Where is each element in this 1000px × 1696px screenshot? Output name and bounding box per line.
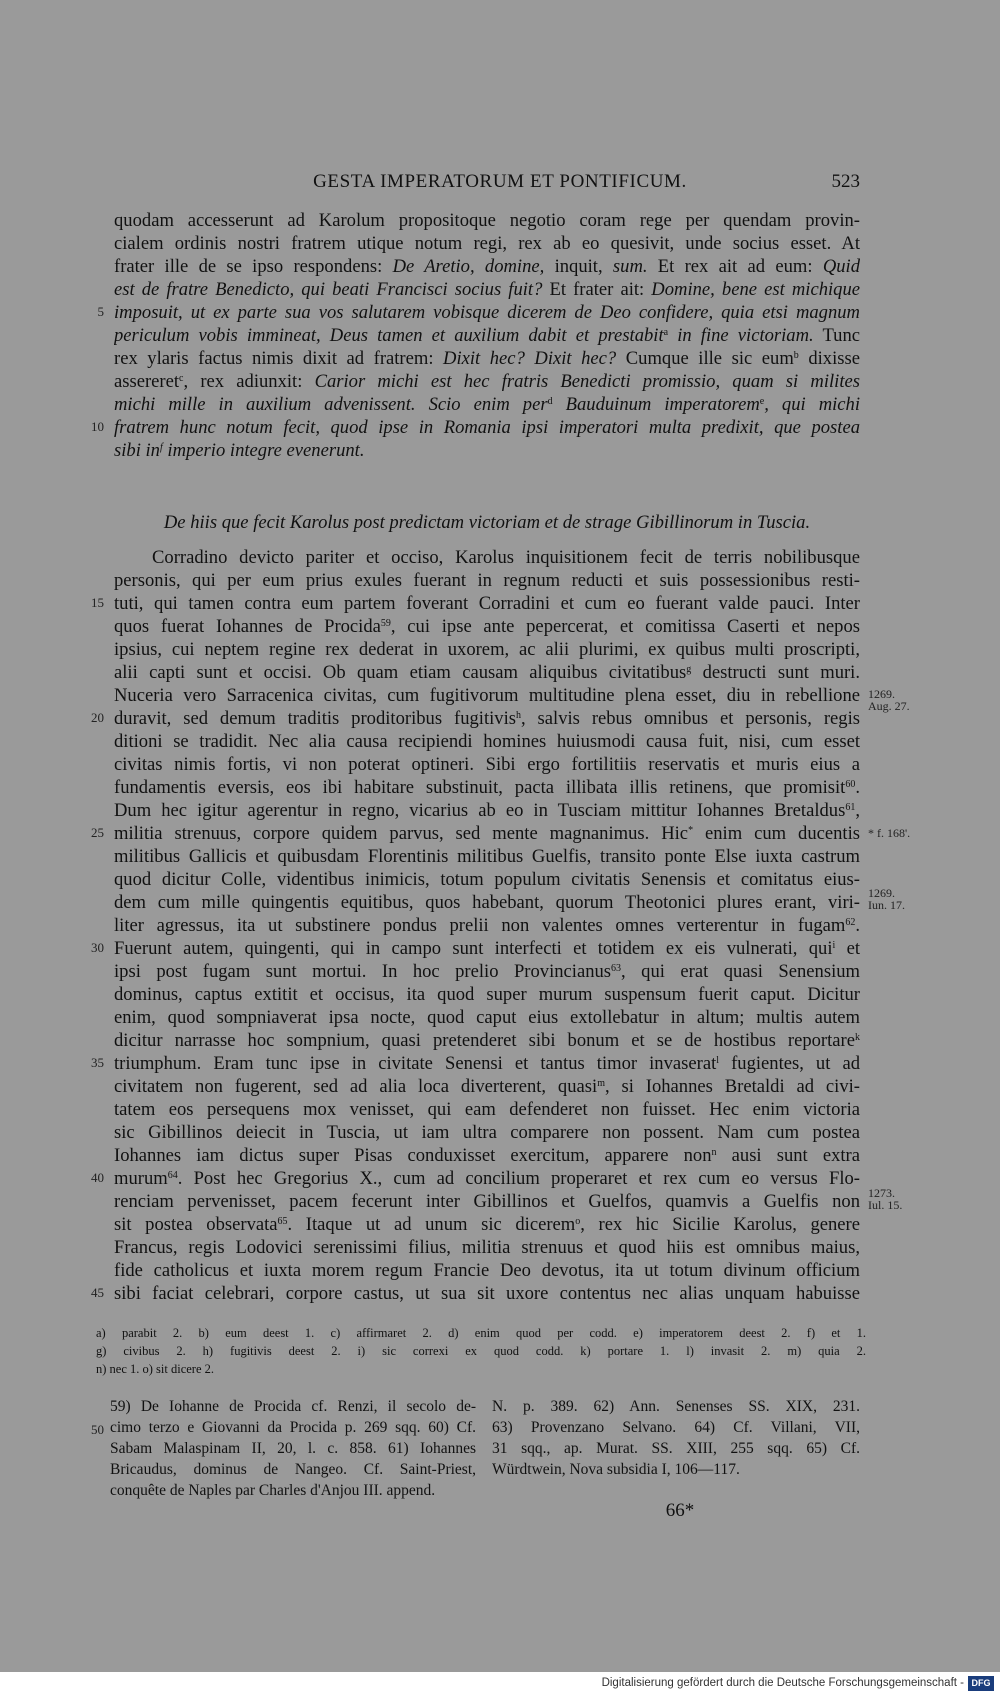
footnote-line: Sabam Malaspinam II, 20, l. c. 858. 61) Iohannes bbox=[110, 1440, 476, 1457]
text-line: dicitur narrasse hoc sompnium, quasi pretenderet sibi bonum et se de hostibus reportare$^k$ bbox=[114, 1030, 860, 1051]
text-line: tatem eos persequens mox venisset, qui eam defenderet non fuisset. Hec enim victoria bbox=[114, 1099, 860, 1120]
text-line: fratrem hunc notum fecit, quod ipse in Romania ipsi imperatori multa predixit, que postea bbox=[114, 417, 860, 438]
dfg-logo-icon: DFG bbox=[968, 1676, 994, 1691]
text-line: periculum vobis immineat, Deus tamen et auxilium dabit et prestabit$^a$ in fine victoriam. Tunc bbox=[114, 325, 860, 346]
text-line: civitatem non fugerent, sed ad alia loca diverterent, quasi$^m$, si Iohannes Bretaldi ad civi- bbox=[114, 1076, 860, 1097]
footer-bar bbox=[0, 1672, 1000, 1696]
text-line: liter agressus, ita ut substinere pondus prelii non valentes omnes verterentur in fugam$^{62}$. bbox=[114, 915, 860, 936]
text-line: sit postea observata$^{65}$. Itaque ut ad unum sic dicerem$^o$, rex hic Sicilie Karolus, genere bbox=[114, 1214, 860, 1235]
footnote-line: N. p. 389. 62) Ann. Senenses SS. XIX, 231. bbox=[492, 1398, 860, 1415]
text-line: Francus, regis Lodovici serenissimi filius, militia strenuus et quod hiis est omnibus maius, bbox=[114, 1237, 860, 1258]
line-number: 20 bbox=[91, 710, 104, 725]
text-line: frater ille de se ipso respondens: De Aretio, domine, inquit, sum. Et rex ait ad eum: Quid bbox=[114, 256, 860, 277]
signature-mark: 66* bbox=[665, 1500, 695, 1521]
footnote-line: 59) De Iohanne de Procida cf. Renzi, il secolo de- bbox=[110, 1398, 476, 1415]
page-number: 523 bbox=[831, 171, 860, 192]
text-line: cialem ordinis nostri fratrem utique notum regi, rex ab eo quesivit, unde socius esset. At bbox=[114, 233, 860, 254]
margin-note: 1269. Iun. 17. bbox=[868, 886, 905, 912]
text-line: ipsius, cui neptem regine rex dederat in uxorem, ac alii plurimi, ex quibus multi proscripti, bbox=[114, 639, 860, 660]
margin-note: 1269. Aug. 27. bbox=[868, 687, 910, 713]
footnote-line: 31 sqq., ap. Murat. SS. XIII, 255 sqq. 65) Cf. bbox=[492, 1440, 860, 1457]
line-number: 50 bbox=[91, 1422, 104, 1437]
line-number: 15 bbox=[91, 595, 104, 610]
margin-note: 1273. Iul. 15. bbox=[868, 1186, 903, 1212]
variant-note: g) civibus 2. h) fugitivis deest 2. i) sic correxi ex quod codd. k) portare 1. l) invasit 2. m) quia 2. bbox=[96, 1344, 866, 1358]
text-line: fundamentis eversis, eos ibi habitare substinuit, pacta illibata illis retinens, que promisit$^{60}$. bbox=[114, 777, 860, 798]
text-line: Nuceria vero Sarracenica civitas, cum fugitivorum multitudine plena esset, diu in rebellione bbox=[114, 685, 860, 706]
funding-credit: Digitalisierung gefördert durch die Deutsche Forschungsgemeinschaft - bbox=[601, 1677, 964, 1689]
text-line: sibi $in^f$ imperio integre evenerunt. bbox=[114, 440, 365, 461]
text-line: Fuerunt autem, quingenti, qui in campo sunt interfecti et totidem ex eis vulnerati, qui$^i$ et bbox=[114, 938, 860, 959]
running-title: GESTA IMPERATORUM ET PONTIFICUM. bbox=[313, 171, 687, 192]
text-line: rex ylaris factus nimis dixit ad fratrem: Dixit hec? Dixit hec? Cumque ille sic eum$^b$ dixisse bbox=[114, 348, 860, 369]
footnote-line: cimo terzo e Giovanni da Procida p. 269 sqq. 60) Cf. bbox=[110, 1419, 476, 1436]
text-line: est de fratre Benedicto, qui beati Francisci socius fuit? Et frater ait: Domine, bene est michique bbox=[114, 279, 860, 300]
text-line: Iohannes iam dictus super Pisas conduxisset exercitum, apparere non$^n$ ausi sunt extra bbox=[114, 1145, 860, 1166]
footnote-line: Bricaudus, dominus de Nangeo. Cf. Saint-Priest, bbox=[110, 1461, 476, 1478]
section-heading: De hiis que fecit Karolus post predictam victoriam et de strage Gibillinorum in Tuscia. bbox=[163, 512, 811, 533]
line-number: 25 bbox=[91, 825, 104, 840]
text-line: civitas nimis fortis, vi non poterat optineri. Sibi ergo fortilitiis reservatis et muris eius a bbox=[114, 754, 860, 775]
text-line: renciam pervenisset, pacem fecerunt inter Gibillinos et Guelfos, quamvis a Guelfis non bbox=[114, 1191, 860, 1212]
text-line: duravit, sed demum traditis proditoribus fugitivis$^h$, salvis rebus omnibus et personis, regis bbox=[114, 708, 860, 729]
text-line: enim, quod sompniaverat ipsa nocte, quod caput eius extollebatur in altum; multis autem bbox=[114, 1007, 860, 1028]
footnote-line: conquête de Naples par Charles d'Anjou III. append. bbox=[110, 1482, 436, 1499]
line-number: 10 bbox=[91, 419, 104, 434]
text-line: ipsi post fugam sunt mortui. In hoc prelio Provincianus$^{63}$, qui erat quasi Senensium bbox=[114, 961, 860, 982]
text-line: quodam accesserunt ad Karolum propositoque negotio coram rege per quendam provin- bbox=[114, 210, 860, 231]
text-line: militia strenuus, corpore quidem parvus, sed mente magnanimus. Hic* enim cum ducentis bbox=[114, 823, 860, 844]
text-line: tuti, qui tamen contra eum partem foverant Corradini et cum eo fuerant valde pauci. Inter bbox=[114, 593, 860, 614]
text-line: dem cum mille quingentis equitibus, quos habebant, quorum Theotonici plures erant, viri- bbox=[114, 892, 860, 913]
text-line: dominus, captus extitit et occisus, ita quod super murum suspensum fuerit caput. Dicitur bbox=[114, 984, 860, 1005]
text-line: fide catholicus et iuxta morem regum Francie Deo devotus, ita ut totum divinum officium bbox=[114, 1260, 860, 1281]
line-number: 40 bbox=[91, 1170, 104, 1185]
text-line: sibi faciat celebrari, corpore castus, ut sua sit uxore contentus nec alias unquam habuisse bbox=[114, 1283, 860, 1304]
line-number: 35 bbox=[91, 1055, 104, 1070]
text-line: Corradino devicto pariter et occiso, Karolus inquisitionem fecit de terris nobilibusque bbox=[152, 547, 860, 568]
line-number: 5 bbox=[97, 304, 104, 319]
variant-note: a) parabit 2. b) eum deest 1. c) affirmaret 2. d) enim quod per codd. e) imperatorem deest 2. f) et 1. bbox=[96, 1326, 866, 1340]
text-line: quos fuerat Iohannes de Procida$^{59}$, cui ipse ante pepercerat, et comitissa Caserti et nepos bbox=[114, 616, 860, 637]
text-line: militibus Gallicis et quibusdam Florentinis militibus Guelfis, transito ponte Else iuxta castrum bbox=[114, 846, 860, 867]
text-line: alii capti sunt et occisi. Ob quam etiam causam aliquibus civitatibus$^g$ destructi sunt muri. bbox=[114, 662, 860, 683]
text-line: ditioni se tradidit. Nec alia causa recipiendi homines huiusmodi causa fuit, nisi, cum esset bbox=[114, 731, 860, 752]
text-line: sic Gibillinos deiecit in Tuscia, ut iam ultra comparere non possent. Nam cum postea bbox=[114, 1122, 860, 1143]
line-number: 30 bbox=[91, 940, 104, 955]
variant-note: n) nec 1. o) sit dicere 2. bbox=[96, 1362, 215, 1376]
footnote-line: 63) Provenzano Selvano. 64) Cf. Villani, VII, bbox=[492, 1419, 860, 1436]
text-line: assereret$^c$, rex adiunxit: Carior michi est hec fratris Benedicti promissio, quam si milites bbox=[114, 371, 860, 392]
footnote-line: Würdtwein, Nova subsidia I, 106—117. bbox=[492, 1461, 740, 1478]
text-line: imposuit, ut ex parte sua vos salutarem vobisque dicerem de Deo confidere, quia etsi magnum bbox=[114, 302, 860, 323]
text-line: quod dicitur Colle, videntibus inimicis, totum populum civitatis Senensis et comitatus eius- bbox=[114, 869, 860, 890]
margin-note: * f. 168'. bbox=[868, 826, 911, 840]
text-line: murum$^{64}$. Post hec Gregorius X., cum ad concilium properaret et rex cum eo versus Flo- bbox=[114, 1168, 860, 1189]
text-line: michi mille in auxilium advenissent. Scio enim per$^d$ Bauduinum imperatorem$^e$, qui michi bbox=[114, 394, 860, 415]
text-line: Dum hec igitur agerentur in regno, vicarius ab eo in Tusciam mittitur Iohannes Bretaldus$^{61}$, bbox=[114, 800, 860, 821]
text-line: triumphum. Eram tunc ipse in civitate Senensi et tantus timor invaserat$^l$ fugientes, ut ad bbox=[114, 1053, 860, 1074]
text-line: personis, qui per eum prius exules fuerant in regnum reducti et suis possessionibus resti- bbox=[114, 570, 860, 591]
line-number: 45 bbox=[91, 1285, 104, 1300]
